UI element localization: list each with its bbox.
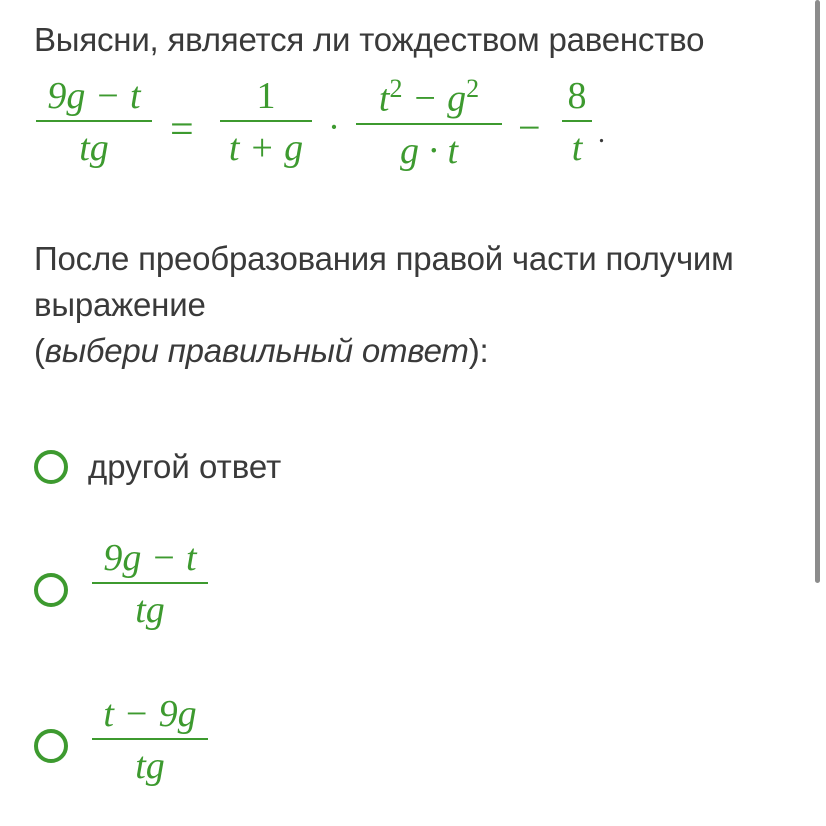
equation-term3-fraction	[562, 74, 592, 170]
lhs-fraction-bar	[36, 120, 152, 122]
equation-period: .	[598, 118, 605, 149]
answer-option-fraction-1[interactable]	[34, 536, 234, 646]
question-intro: Выясни, является ли тождеством равенство	[34, 21, 705, 58]
instruction-hint	[34, 328, 734, 374]
option-numerator: 9g − t	[103, 537, 197, 579]
hint-open-paren: (	[34, 332, 45, 369]
term3-denominator: t	[571, 127, 583, 169]
term1-denominator: t + g	[228, 127, 304, 169]
answer-option-other[interactable]	[34, 448, 334, 488]
instruction-line-1: После преобразования правой части получим	[34, 240, 734, 277]
term2-numerator	[356, 74, 502, 121]
option-fraction-bar	[92, 582, 208, 584]
term2-denominator: g · t	[399, 129, 459, 172]
option-fraction	[92, 692, 208, 788]
option-fraction	[92, 536, 208, 632]
radio-button-icon[interactable]	[34, 573, 68, 607]
option-numerator: t − 9g	[103, 693, 197, 735]
option-denominator: tg	[135, 589, 165, 631]
equation-term2-fraction	[356, 74, 502, 173]
vertical-scrollbar[interactable]	[815, 0, 820, 583]
term2-num-t: t	[378, 77, 390, 120]
lhs-denominator: tg	[79, 127, 109, 169]
option-denominator: tg	[135, 745, 165, 787]
term2-num-minus-g: − g	[402, 77, 467, 120]
instruction-line-2: выражение	[34, 286, 206, 323]
term1-fraction-bar	[220, 120, 312, 122]
equals-sign: =	[170, 107, 194, 153]
term2-num-exp1: 2	[389, 74, 403, 103]
term3-numerator: 8	[567, 75, 587, 117]
answer-option-fraction-2[interactable]	[34, 692, 234, 802]
equation-lhs-fraction	[36, 74, 152, 170]
lhs-numerator: 9g − t	[47, 75, 141, 117]
term1-numerator: 1	[256, 75, 276, 117]
equation-term1-fraction	[220, 74, 312, 170]
hint-close-paren: ):	[468, 332, 489, 369]
radio-button-icon[interactable]	[34, 450, 68, 484]
term2-num-exp2: 2	[466, 74, 480, 103]
radio-button-icon[interactable]	[34, 729, 68, 763]
option-label: другой ответ	[88, 448, 282, 485]
term3-fraction-bar	[562, 120, 592, 122]
term2-fraction-bar	[356, 123, 502, 125]
hint-text: выбери правильный ответ	[44, 332, 469, 369]
option-fraction-bar	[92, 738, 208, 740]
question-instructions	[34, 236, 734, 374]
minus-sign: −	[518, 105, 541, 150]
multiply-dot: ·	[328, 107, 340, 147]
